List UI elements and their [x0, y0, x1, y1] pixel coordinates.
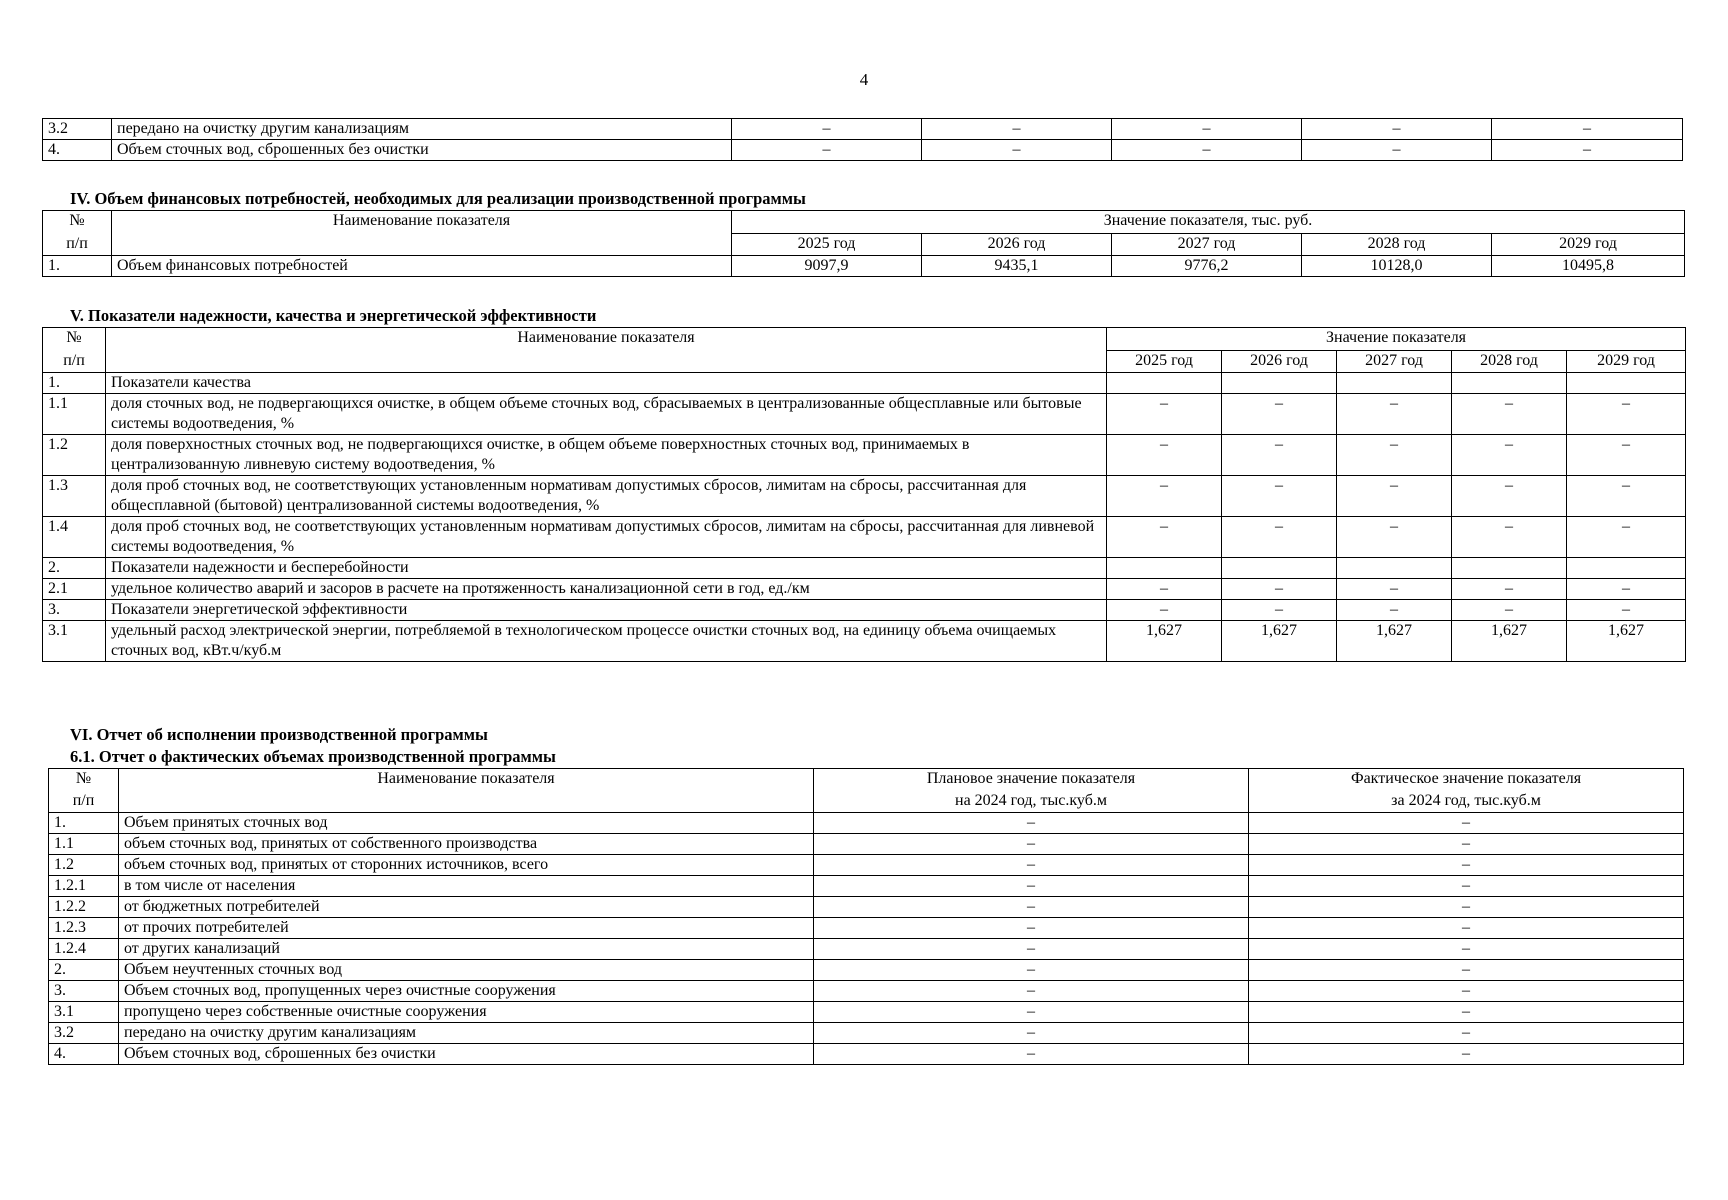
row-number: 1. [43, 373, 106, 394]
row-value: – [1567, 435, 1686, 476]
row-fact: – [1249, 1002, 1684, 1023]
row-fact: – [1249, 939, 1684, 960]
row-value: – [1337, 517, 1452, 558]
table-row [49, 960, 1684, 981]
table-row [49, 1023, 1684, 1044]
row-value: – [1302, 119, 1492, 140]
table-row [49, 876, 1684, 897]
row-number: 1.3 [43, 476, 106, 517]
year-header: 2026 год [1222, 351, 1337, 373]
row-number: 1.2 [49, 855, 119, 876]
row-value: – [922, 140, 1112, 161]
row-value: – [1107, 517, 1222, 558]
row-name: Объем сточных вод, сброшенных без очистки [112, 140, 732, 161]
row-name: от бюджетных потребителей [119, 897, 814, 918]
year-header: 2027 год [1337, 351, 1452, 373]
year-header: 2027 год [1112, 234, 1302, 256]
row-value: – [1107, 579, 1222, 600]
col-name-header: Наименование показателя [106, 328, 1107, 351]
row-number: 3.1 [49, 1002, 119, 1023]
row-plan: – [814, 855, 1249, 876]
table-row [43, 394, 1686, 435]
year-header: 2028 год [1302, 234, 1492, 256]
row-value: 10128,0 [1302, 256, 1492, 277]
row-plan: – [814, 813, 1249, 834]
row-number: 4. [49, 1044, 119, 1065]
row-plan: – [814, 897, 1249, 918]
col-value-header: Значение показателя, тыс. руб. [732, 211, 1685, 234]
row-fact: – [1249, 960, 1684, 981]
row-number: 1.1 [49, 834, 119, 855]
year-header: 2025 год [732, 234, 922, 256]
col-num-header: № [43, 328, 106, 351]
row-fact: – [1249, 918, 1684, 939]
row-value: – [1567, 394, 1686, 435]
row-value [1337, 558, 1452, 579]
row-name: Объем финансовых потребностей [112, 256, 732, 277]
continuation-table [42, 118, 1683, 161]
row-value: – [1107, 394, 1222, 435]
row-number: 3.2 [49, 1023, 119, 1044]
row-number: 2. [49, 960, 119, 981]
row-name: доля проб сточных вод, не соответствующих установленным нормативам допустимых сбросов, лимитам на сбросы, рассчитанная для общесплавной (бытовой) централизованной системы водоотведения, % [106, 476, 1107, 517]
row-value: – [1567, 579, 1686, 600]
row-value: 9435,1 [922, 256, 1112, 277]
row-number: 2.1 [43, 579, 106, 600]
row-plan: – [814, 876, 1249, 897]
col-plan-header-2: на 2024 год, тыс.куб.м [814, 791, 1249, 813]
col-plan-header: Плановое значение показателя [814, 769, 1249, 791]
year-header: 2029 год [1567, 351, 1686, 373]
table-row [49, 897, 1684, 918]
table-row [49, 813, 1684, 834]
row-fact: – [1249, 897, 1684, 918]
row-value [1452, 373, 1567, 394]
col-name-header: Наименование показателя [119, 769, 814, 791]
row-fact: – [1249, 876, 1684, 897]
row-name: удельное количество аварий и засоров в расчете на протяженность канализационной сети в год, ед./км [106, 579, 1107, 600]
row-value [1222, 558, 1337, 579]
row-value: – [1492, 140, 1683, 161]
row-value [1567, 558, 1686, 579]
row-plan: – [814, 981, 1249, 1002]
row-number: 1. [43, 256, 112, 277]
row-value: – [1452, 600, 1567, 621]
table-row [43, 600, 1686, 621]
row-name: Объем принятых сточных вод [119, 813, 814, 834]
row-number: 3.2 [43, 119, 112, 140]
row-value: – [732, 140, 922, 161]
row-number: 2. [43, 558, 106, 579]
row-value: – [1337, 579, 1452, 600]
row-plan: – [814, 960, 1249, 981]
row-value: 9097,9 [732, 256, 922, 277]
row-number: 1.2.3 [49, 918, 119, 939]
row-fact: – [1249, 834, 1684, 855]
quality-table [42, 327, 1686, 662]
row-number: 1. [49, 813, 119, 834]
year-header: 2028 год [1452, 351, 1567, 373]
row-value: – [1337, 394, 1452, 435]
row-value: – [1112, 119, 1302, 140]
table-row [43, 621, 1686, 662]
row-value [1107, 558, 1222, 579]
row-value [1222, 373, 1337, 394]
table-row [49, 918, 1684, 939]
row-value: 1,627 [1567, 621, 1686, 662]
row-value: – [732, 119, 922, 140]
table-row [43, 256, 1685, 277]
table-row [43, 579, 1686, 600]
row-value: – [1567, 517, 1686, 558]
row-value: – [1452, 517, 1567, 558]
col-fact-header-2: за 2024 год, тыс.куб.м [1249, 791, 1684, 813]
row-plan: – [814, 939, 1249, 960]
row-name: пропущено через собственные очистные сооружения [119, 1002, 814, 1023]
row-value: – [1452, 435, 1567, 476]
row-fact: – [1249, 1044, 1684, 1065]
row-value: – [1222, 600, 1337, 621]
row-plan: – [814, 1023, 1249, 1044]
row-value: – [1567, 476, 1686, 517]
table-row [43, 373, 1686, 394]
row-value: 9776,2 [1112, 256, 1302, 277]
table-row [43, 119, 1683, 140]
table-row [43, 517, 1686, 558]
col-num-header: № [49, 769, 119, 791]
row-value: – [1452, 476, 1567, 517]
row-name: в том числе от населения [119, 876, 814, 897]
row-value: – [1107, 476, 1222, 517]
page-number: 4 [859, 70, 869, 89]
table-row [43, 140, 1683, 161]
table-row [49, 981, 1684, 1002]
table-row [43, 558, 1686, 579]
row-value [1107, 373, 1222, 394]
row-number: 4. [43, 140, 112, 161]
row-number: 1.2.4 [49, 939, 119, 960]
table-row [49, 855, 1684, 876]
col-num-header-2: п/п [43, 351, 106, 373]
row-number: 3. [49, 981, 119, 1002]
row-value: – [1492, 119, 1683, 140]
col-value-header: Значение показателя [1107, 328, 1686, 351]
row-name: Объем неучтенных сточных вод [119, 960, 814, 981]
row-number: 1.2.1 [49, 876, 119, 897]
table-row [49, 939, 1684, 960]
row-name: объем сточных вод, принятых от сторонних источников, всего [119, 855, 814, 876]
row-name: передано на очистку другим канализациям [112, 119, 732, 140]
row-value: – [1337, 600, 1452, 621]
row-name: от других канализаций [119, 939, 814, 960]
row-plan: – [814, 1044, 1249, 1065]
row-number: 1.2 [43, 435, 106, 476]
row-value: 1,627 [1337, 621, 1452, 662]
row-value: – [1337, 435, 1452, 476]
year-header: 2026 год [922, 234, 1112, 256]
row-value [1452, 558, 1567, 579]
row-name: Показатели качества [106, 373, 1107, 394]
row-value: – [1452, 394, 1567, 435]
section6-title: VI. Отчет об исполнении производственной программы [70, 725, 488, 744]
row-name: Показатели энергетической эффективности [106, 600, 1107, 621]
row-plan: – [814, 1002, 1249, 1023]
row-name: доля проб сточных вод, не соответствующих установленным нормативам допустимых сбросов, лимитам на сбросы, рассчитанная для ливневой системы водоотведения, % [106, 517, 1107, 558]
row-value [1567, 373, 1686, 394]
row-value [1337, 373, 1452, 394]
row-plan: – [814, 918, 1249, 939]
row-value: – [1107, 435, 1222, 476]
finance-table [42, 210, 1685, 277]
row-value: 10495,8 [1492, 256, 1685, 277]
row-fact: – [1249, 855, 1684, 876]
row-name: от прочих потребителей [119, 918, 814, 939]
row-value: 1,627 [1107, 621, 1222, 662]
year-header: 2029 год [1492, 234, 1685, 256]
row-value: – [1107, 600, 1222, 621]
row-number: 3.1 [43, 621, 106, 662]
row-fact: – [1249, 1023, 1684, 1044]
section4-title: IV. Объем финансовых потребностей, необходимых для реализации производственной программы [70, 189, 806, 208]
row-value: 1,627 [1222, 621, 1337, 662]
row-number: 1.4 [43, 517, 106, 558]
row-value: – [1222, 476, 1337, 517]
col-name-header: Наименование показателя [112, 211, 732, 234]
row-value: – [1452, 579, 1567, 600]
row-value: – [1567, 600, 1686, 621]
report-table [48, 768, 1684, 1065]
row-name: удельный расход электрической энергии, потребляемой в технологическом процессе очистки сточных вод, на единицу объема очищаемых сточных вод, кВт.ч/куб.м [106, 621, 1107, 662]
row-name: доля сточных вод, не подвергающихся очистке, в общем объеме сточных вод, сбрасываемых в централизованные общесплавные или бытовые системы водоотведения, % [106, 394, 1107, 435]
row-number: 1.1 [43, 394, 106, 435]
row-value: – [1222, 579, 1337, 600]
col-num-header-2: п/п [43, 234, 112, 256]
section6-subtitle: 6.1. Отчет о фактических объемах производственной программы [70, 747, 556, 766]
row-value: – [1222, 435, 1337, 476]
row-value: – [922, 119, 1112, 140]
row-name: объем сточных вод, принятых от собственного производства [119, 834, 814, 855]
col-num-header: № [43, 211, 112, 234]
row-fact: – [1249, 981, 1684, 1002]
row-name: Объем сточных вод, сброшенных без очистки [119, 1044, 814, 1065]
row-value: – [1222, 517, 1337, 558]
row-name: Показатели надежности и бесперебойности [106, 558, 1107, 579]
row-value: – [1222, 394, 1337, 435]
row-plan: – [814, 834, 1249, 855]
table-row [49, 1044, 1684, 1065]
table-row [49, 834, 1684, 855]
row-value: – [1112, 140, 1302, 161]
row-name: Объем сточных вод, пропущенных через очистные сооружения [119, 981, 814, 1002]
table-row [43, 435, 1686, 476]
year-header: 2025 год [1107, 351, 1222, 373]
col-num-header-2: п/п [49, 791, 119, 813]
row-name: передано на очистку другим канализациям [119, 1023, 814, 1044]
section5-title: V. Показатели надежности, качества и энергетической эффективности [70, 306, 597, 325]
row-number: 1.2.2 [49, 897, 119, 918]
table-row [49, 1002, 1684, 1023]
row-value: – [1302, 140, 1492, 161]
row-name: доля поверхностных сточных вод, не подвергающихся очистке, в общем объеме поверхностных сточных вод, принимаемых в централизованную ливневую систему водоотведения, % [106, 435, 1107, 476]
row-value: 1,627 [1452, 621, 1567, 662]
row-value: – [1337, 476, 1452, 517]
table-row [43, 476, 1686, 517]
row-number: 3. [43, 600, 106, 621]
col-fact-header: Фактическое значение показателя [1249, 769, 1684, 791]
row-fact: – [1249, 813, 1684, 834]
